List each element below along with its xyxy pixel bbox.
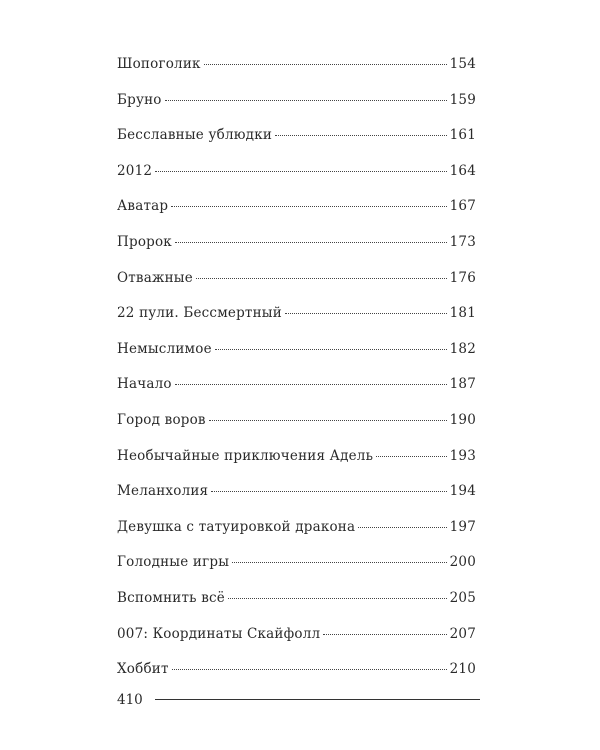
toc-entry-page: 176 — [449, 269, 476, 286]
toc-entry-page: 210 — [449, 661, 476, 678]
dot-leader — [275, 135, 447, 136]
toc-entry-title: Пророк — [117, 233, 172, 250]
toc-entry-title: Девушка с татуировкой дракона — [117, 518, 356, 535]
footer-rule — [155, 699, 480, 700]
toc-entry-page: 164 — [449, 162, 476, 179]
toc-entry — [117, 270, 476, 306]
toc-entry-title: Немыслимое — [117, 340, 212, 357]
toc-entry-page: 187 — [449, 376, 476, 393]
dot-leader — [204, 64, 447, 65]
page-footer — [117, 692, 480, 708]
toc-entry — [117, 163, 476, 199]
toc-entry-title: Аватар — [117, 198, 169, 215]
toc-entry-page: 167 — [449, 198, 476, 215]
toc-entry — [117, 341, 476, 377]
toc-entry — [117, 198, 476, 234]
toc-entry-page: 159 — [449, 91, 476, 108]
dot-leader — [358, 527, 446, 528]
toc-entry-title: 22 пули. Бессмертный — [117, 305, 282, 322]
toc-entry — [117, 483, 476, 519]
toc-entry-page: 154 — [449, 56, 476, 72]
toc-entry-page: 200 — [449, 554, 476, 571]
dot-leader — [215, 349, 447, 350]
toc-entry-title: Голодные игры — [117, 554, 230, 571]
dot-leader — [171, 206, 446, 207]
toc-entry-title: Бесславные ублюдки — [117, 127, 273, 144]
dot-leader — [228, 598, 447, 599]
dot-leader — [175, 242, 447, 243]
toc-entry — [117, 234, 476, 270]
toc-entry — [117, 305, 476, 341]
toc-entry-page: 190 — [449, 411, 476, 428]
dot-leader — [323, 634, 446, 635]
table-of-contents — [117, 56, 476, 697]
toc-entry — [117, 412, 476, 448]
toc-entry-title: Вспомнить всё — [117, 589, 225, 606]
toc-entry-title: Необычайные приключения Адель — [117, 447, 374, 464]
toc-entry — [117, 590, 476, 626]
toc-entry — [117, 626, 476, 662]
dot-leader — [285, 313, 447, 314]
toc-entry-title: 2012 — [117, 162, 153, 179]
toc-entry-title: 007: Координаты Скайфолл — [117, 625, 321, 642]
toc-entry-page: 182 — [449, 340, 476, 357]
toc-entry — [117, 554, 476, 590]
dot-leader — [196, 278, 447, 279]
dot-leader — [165, 100, 447, 101]
toc-entry — [117, 376, 476, 412]
dot-leader — [376, 456, 446, 457]
toc-entry-title: Меланхолия — [117, 483, 209, 500]
toc-entry-page: 205 — [449, 589, 476, 606]
toc-entry-page: 181 — [449, 305, 476, 322]
toc-entry — [117, 127, 476, 163]
toc-entry-title: Начало — [117, 376, 172, 393]
page-number: 410 — [117, 692, 143, 708]
toc-entry-title: Город воров — [117, 411, 206, 428]
toc-entry-page: 173 — [449, 233, 476, 250]
dot-leader — [155, 171, 446, 172]
dot-leader — [232, 562, 446, 563]
toc-entry-title: Отважные — [117, 269, 193, 286]
toc-entry-page: 197 — [449, 518, 476, 535]
dot-leader — [175, 384, 447, 385]
toc-entry-title: Шопоголик — [117, 56, 201, 72]
dot-leader — [172, 669, 447, 670]
dot-leader — [211, 491, 446, 492]
toc-entry — [117, 56, 476, 92]
toc-entry-page: 207 — [449, 625, 476, 642]
toc-entry-title: Хоббит — [117, 661, 169, 678]
toc-entry-page: 194 — [449, 483, 476, 500]
toc-entry-title: Бруно — [117, 91, 162, 108]
toc-entry-page: 161 — [449, 127, 476, 144]
toc-entry-page: 193 — [449, 447, 476, 464]
toc-entry — [117, 448, 476, 484]
toc-entry — [117, 92, 476, 128]
dot-leader — [209, 420, 447, 421]
toc-entry — [117, 519, 476, 555]
